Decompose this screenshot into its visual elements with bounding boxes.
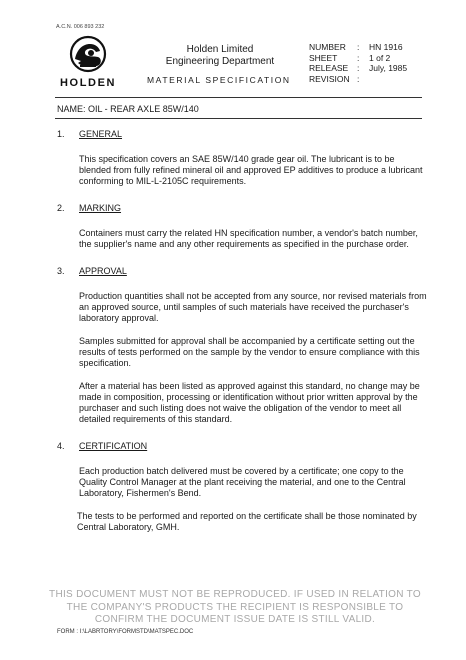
section-heading-certification <box>57 441 427 452</box>
spec-metadata <box>309 42 407 84</box>
acn-number: A.C.N. 006 893 232 <box>56 24 105 30</box>
section-number: 4. <box>57 441 65 451</box>
department-line: Engineering Department <box>165 56 275 67</box>
material-name: NAME: OIL - REAR AXLE 85W/140 <box>57 104 199 114</box>
section-title: APPROVAL <box>79 266 127 276</box>
company-line: Holden Limited <box>186 44 254 55</box>
meta-value: 1 of 2 <box>369 52 391 63</box>
section-heading-general <box>57 129 427 140</box>
paragraph: This specification covers an SAE 85W/140 grade gear oil. The lubricant is to be blended from fully refined mineral oil and approved EP additives to produce a lubricant conforming to MIL-L-2105C requirements. <box>79 154 423 186</box>
meta-separator: : <box>357 73 360 84</box>
meta-row-number <box>309 42 407 53</box>
meta-row-revision <box>309 74 407 85</box>
meta-separator: : <box>357 63 360 73</box>
meta-row-release <box>309 63 407 74</box>
notice-line: CONFIRM THE DOCUMENT ISSUE DATE IS STILL VALID. <box>94 614 376 625</box>
section-title: GENERAL <box>79 129 123 139</box>
meta-row-sheet <box>309 53 407 64</box>
section-heading-marking <box>57 203 427 214</box>
meta-key: SHEET <box>309 52 338 63</box>
section-heading-approval <box>57 266 427 277</box>
holden-brand-text: HOLDEN <box>60 77 117 89</box>
paragraph: Each production batch delivered must be covered by a certificate; one copy to the Quality Control Manager at the plant receiving the material, and one to the Central Laboratory, Fishermen's Bend. <box>79 466 406 498</box>
section-number: 1. <box>57 129 65 139</box>
meta-key: NUMBER <box>309 42 346 52</box>
paragraph: Samples submitted for approval shall be accompanied by a certificate setting out the results of tests performed on the sample by the vendor to ensure compliance with this specification. <box>79 336 420 368</box>
spec-body <box>57 129 427 545</box>
section-title: MARKING <box>79 203 122 213</box>
paragraph: Production quantities shall not be accepted from any source, nor revised materials from an approved source, until samples of such materials have received the purchaser's laboratory approval. <box>79 291 427 323</box>
form-path: FORM : I:\LABRTORY\FORMSTD\MATSPEC.DOC <box>57 629 194 635</box>
notice-line: THE COMPANY'S PRODUCTS THE RECIPIENT IS RESPONSIBLE TO <box>66 601 404 613</box>
meta-separator: : <box>357 42 360 52</box>
document-type-title: MATERIAL SPECIFICATION <box>147 75 291 85</box>
paragraph: After a material has been listed as approved against this standard, no change may be made in composition, processing or identification without prior written approval by the purchaser and such listing does not waive the obligation of the vendor to meet all detailed requirements of this standard. <box>79 381 420 424</box>
meta-value: July, 1985 <box>369 63 408 73</box>
meta-separator: : <box>357 52 360 63</box>
name-divider <box>55 118 422 119</box>
company-name <box>150 44 290 68</box>
header-divider <box>55 97 422 98</box>
reproduction-notice <box>40 589 430 627</box>
meta-key: REVISION <box>309 73 350 84</box>
section-number: 2. <box>57 203 65 213</box>
meta-key: RELEASE <box>309 63 349 73</box>
section-title: CERTIFICATION <box>79 441 148 451</box>
paragraph: Containers must carry the related HN specification number, a vendor's batch number, the supplier's name and any other requirements as specified in the purchase order. <box>79 228 418 249</box>
meta-value: HN 1916 <box>369 42 403 52</box>
section-number: 3. <box>57 266 65 276</box>
notice-line: THIS DOCUMENT MUST NOT BE REPRODUCED. IF USED IN RELATION TO <box>49 589 421 600</box>
paragraph: The tests to be performed and reported on the certificate shall be those nominated by Central Laboratory, GMH. <box>77 511 417 532</box>
